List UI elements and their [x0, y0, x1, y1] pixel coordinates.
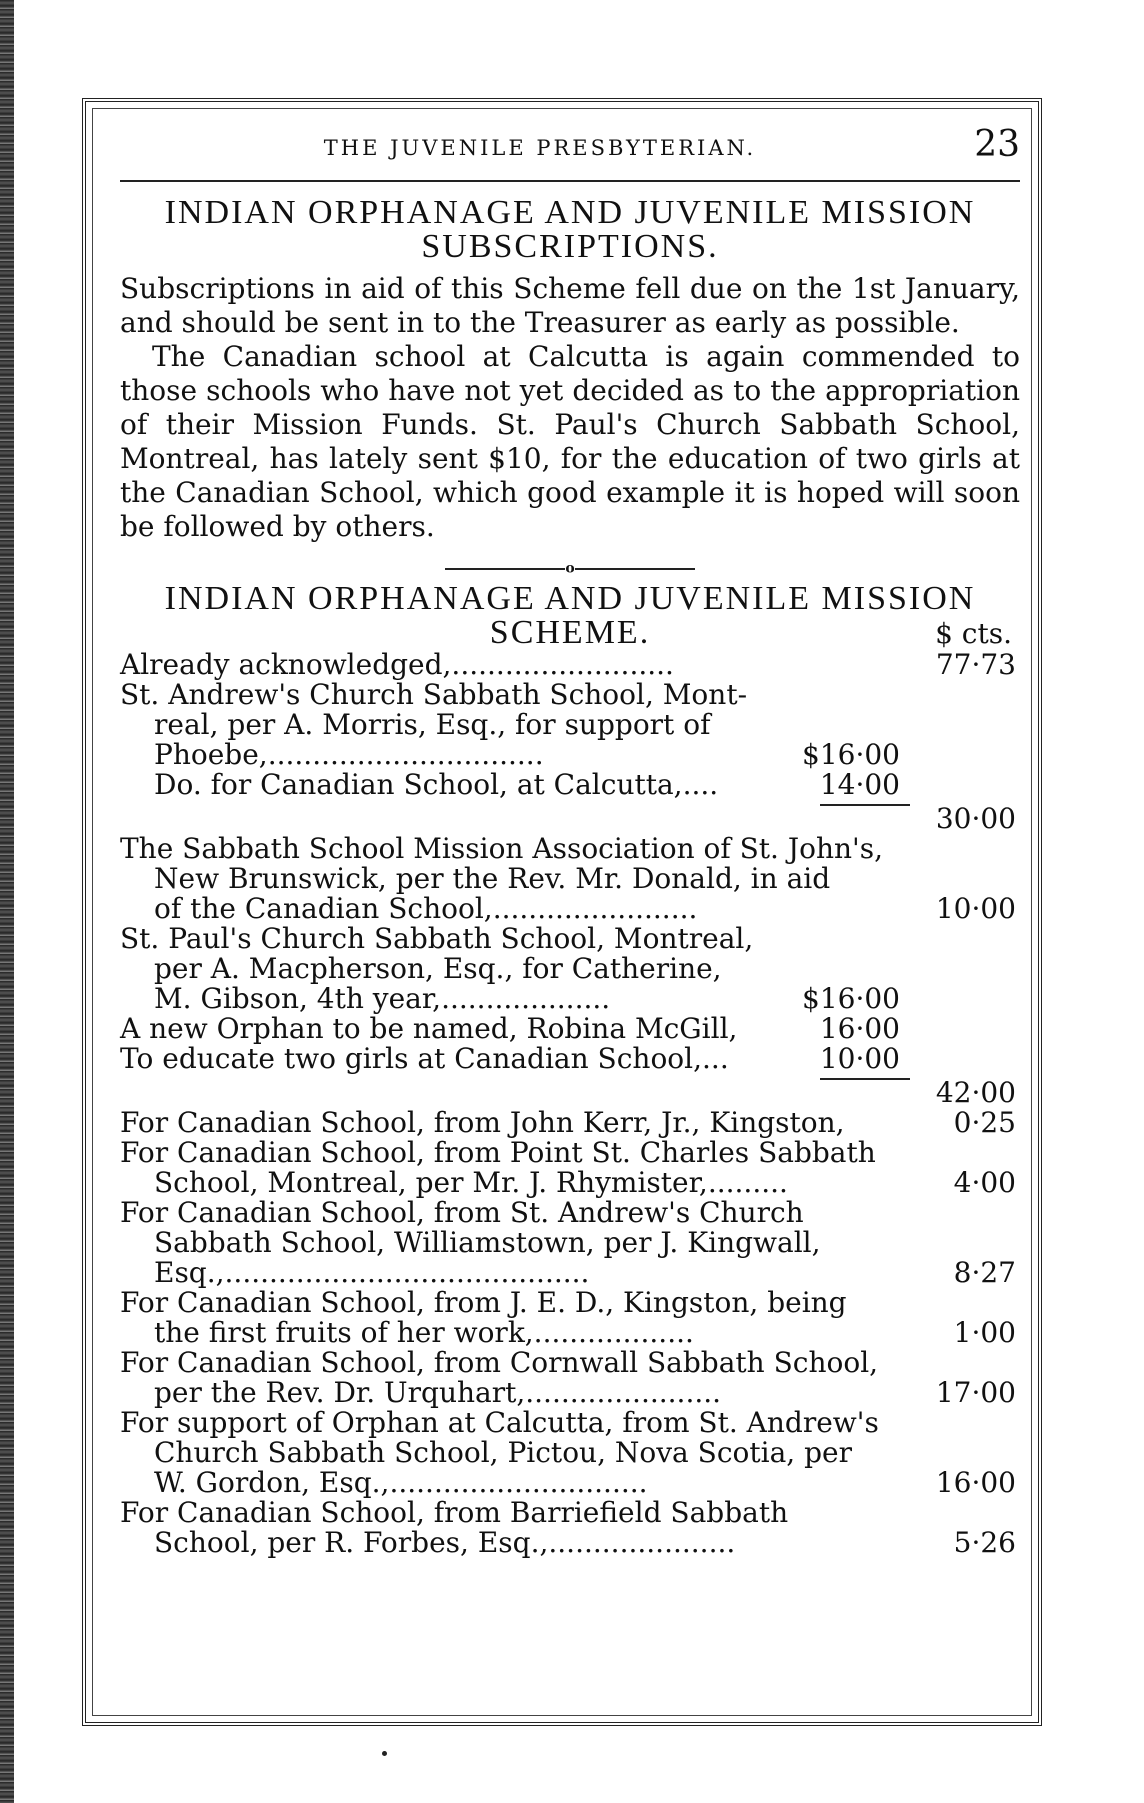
- amount: 5·26: [953, 1526, 1016, 1559]
- sub-amount: 16·00: [819, 1012, 900, 1045]
- amount: 1·00: [953, 1316, 1016, 1349]
- sub-item: Do. for Canadian School, at Calcutta,.... 14·00: [154, 768, 900, 801]
- section1-paragraph-2: The Canadian school at Calcutta is again commended to those schools who have not yet decided as to the appropriation of their Mission Funds. St. Paul's Church Sabbath School, Montreal, has lately sent $10, for the education of two girls at the Canadian School, which good example it is hoped will soon be followed by others.: [120, 340, 1020, 543]
- subtotal-row: [120, 800, 1020, 834]
- page-number: 23: [974, 124, 1020, 165]
- subtotal-amount: 30·00: [935, 802, 1016, 835]
- sub-amount: 10·00: [819, 1042, 900, 1075]
- amount: 17·00: [935, 1376, 1016, 1409]
- subtotal-row: [120, 1074, 1020, 1108]
- sub-item: M. Gibson, 4th year,................... $16·00: [154, 982, 900, 1015]
- list-item: For Canadian School, from Point St. Charles Sabbath School, Montreal, per Mr. J. Rhymister,......... 4·00: [120, 1136, 1016, 1199]
- list-item: For Canadian School, from Barriefield Sabbath School, per R. Forbes, Esq.,..................... 5·26: [120, 1496, 1016, 1559]
- list-item: St. Andrew's Church Sabbath School, Mont- real, per A. Morris, Esq., for support of: [120, 678, 748, 741]
- sub-amount: 14·00: [819, 768, 900, 801]
- list-item: St. Paul's Church Sabbath School, Montreal, per A. Macpherson, Esq., for Catherine,: [120, 922, 754, 985]
- section2-heading: [120, 616, 1020, 650]
- page-content: [120, 118, 1020, 1558]
- amount: 4·00: [953, 1166, 1016, 1199]
- section-divider-ornament: o: [120, 558, 1020, 570]
- list-item: For Canadian School, from St. Andrew's Church Sabbath School, Williamstown, per J. Kingwall, Esq.,......................................... 8·27: [120, 1196, 1016, 1289]
- sub-item: A new Orphan to be named, Robina McGill, 16·00: [120, 1012, 900, 1045]
- running-title: THE JUVENILE PRESBYTERIAN.: [323, 136, 757, 160]
- amount: 77·73: [935, 648, 1016, 681]
- sub-item: Phoebe,............................... $16·00: [154, 738, 900, 771]
- sub-amount: $16·00: [802, 738, 900, 771]
- sub-item: To educate two girls at Canadian School,... 10·00: [120, 1042, 900, 1075]
- running-head: [120, 118, 1020, 172]
- section2-title-line2: SCHEME.: [489, 614, 651, 651]
- print-speck: [382, 1751, 387, 1756]
- section1-paragraph-1: Subscriptions in aid of this Scheme fell due on the 1st January, and should be sent in to the Treasurer as early as possible.: [120, 272, 1020, 339]
- list-item: The Sabbath School Mission Association of St. John's, New Brunswick, per the Rev. Mr. Donald, in aid of the Canadian School,....................... 10·00: [120, 832, 1016, 925]
- list-item: For support of Orphan at Calcutta, from St. Andrew's Church Sabbath School, Pictou, Nova Scotia, per W. Gordon, Esq.,............................. 16·00: [120, 1406, 1016, 1499]
- list-item: For Canadian School, from Cornwall Sabbath School, per the Rev. Dr. Urquhart,...................... 17·00: [120, 1346, 1016, 1409]
- amount: 8·27: [953, 1256, 1016, 1289]
- list-item: For Canadian School, from J. E. D., Kingston, being the first fruits of her work,.................. 1·00: [120, 1286, 1016, 1349]
- list-item: Already acknowledged,......................... 77·73: [120, 648, 1016, 681]
- section1-title-line2: SUBSCRIPTIONS.: [421, 228, 719, 265]
- sub-amount: $16·00: [802, 982, 900, 1015]
- section2-title-line1: INDIAN ORPHANAGE AND JUVENILE MISSION: [164, 580, 976, 617]
- list-item: For Canadian School, from John Kerr, Jr., Kingston, 0·25: [120, 1106, 1016, 1139]
- header-rule: [120, 180, 1020, 182]
- section1-title-line1: INDIAN ORPHANAGE AND JUVENILE MISSION: [164, 194, 976, 231]
- currency-header: $ cts.: [935, 617, 1012, 650]
- amount: 10·00: [935, 892, 1016, 925]
- amount: 16·00: [935, 1466, 1016, 1499]
- book-spine-edge: [0, 0, 14, 1803]
- subtotal-amount: 42·00: [935, 1076, 1016, 1109]
- amount: 0·25: [953, 1106, 1016, 1139]
